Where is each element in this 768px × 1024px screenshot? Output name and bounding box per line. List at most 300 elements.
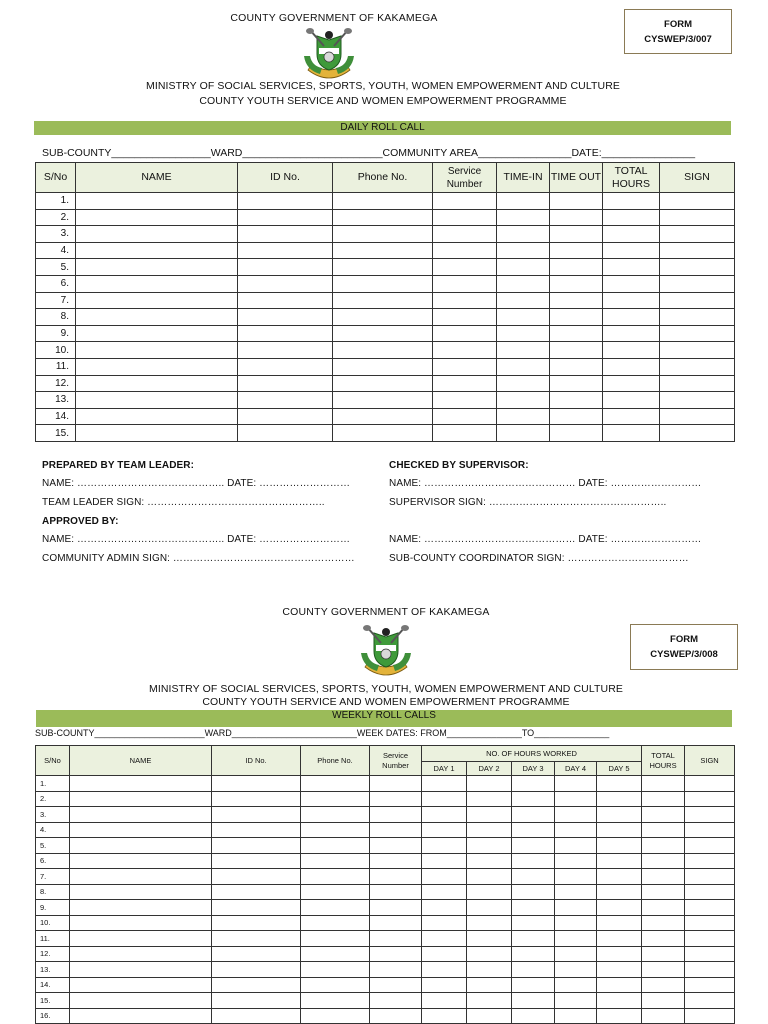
table-cell[interactable] [212, 931, 301, 947]
table-cell[interactable] [433, 325, 497, 342]
table-cell[interactable] [642, 884, 685, 900]
table-cell[interactable] [422, 993, 467, 1009]
table-cell[interactable] [467, 915, 512, 931]
table-cell[interactable] [555, 946, 597, 962]
table-cell[interactable] [467, 946, 512, 962]
table-cell[interactable] [642, 853, 685, 869]
table-cell[interactable] [70, 946, 212, 962]
table-cell[interactable] [212, 884, 301, 900]
table-cell[interactable] [370, 900, 422, 916]
table-cell[interactable] [333, 209, 433, 226]
table-cell[interactable] [76, 242, 238, 259]
table-cell[interactable] [422, 946, 467, 962]
table-cell[interactable] [512, 807, 555, 823]
table-cell[interactable] [238, 193, 333, 210]
table-cell[interactable] [333, 275, 433, 292]
supervisor-name-date-field[interactable]: NAME: ……………………………………… DATE: ……………………… [389, 478, 702, 489]
table-cell[interactable] [370, 838, 422, 854]
table-cell[interactable] [497, 242, 550, 259]
table-cell[interactable] [642, 776, 685, 792]
table-cell[interactable] [467, 962, 512, 978]
table-cell[interactable] [433, 408, 497, 425]
table-cell[interactable] [555, 1008, 597, 1024]
table-cell[interactable] [422, 838, 467, 854]
table-cell[interactable] [497, 375, 550, 392]
table-cell[interactable] [685, 822, 735, 838]
table-cell[interactable] [467, 853, 512, 869]
table-cell[interactable] [422, 791, 467, 807]
table-cell[interactable] [70, 993, 212, 1009]
table-cell[interactable] [238, 209, 333, 226]
table-cell[interactable] [333, 309, 433, 326]
table-cell[interactable] [597, 993, 642, 1009]
table-cell[interactable] [603, 342, 660, 359]
table-cell[interactable] [76, 275, 238, 292]
table-cell[interactable] [497, 209, 550, 226]
table-cell[interactable] [238, 309, 333, 326]
table-cell[interactable] [512, 838, 555, 854]
table-cell[interactable] [597, 776, 642, 792]
table-cell[interactable] [642, 869, 685, 885]
table-cell[interactable] [467, 977, 512, 993]
sub-county-field-2[interactable]: SUB-COUNTY______________________ [35, 728, 205, 738]
table-cell[interactable] [212, 869, 301, 885]
table-cell[interactable] [467, 993, 512, 1009]
table-cell[interactable] [333, 242, 433, 259]
team-leader-sign-field[interactable]: TEAM LEADER SIGN: …………………………………………….. [42, 497, 325, 508]
table-cell[interactable] [301, 915, 370, 931]
table-cell[interactable] [642, 822, 685, 838]
table-cell[interactable] [603, 375, 660, 392]
community-area-field[interactable]: COMMUNITY AREA________________ [382, 147, 572, 159]
table-cell[interactable] [550, 392, 603, 409]
table-cell[interactable] [422, 900, 467, 916]
table-cell[interactable] [660, 193, 735, 210]
table-cell[interactable] [422, 931, 467, 947]
table-cell[interactable] [497, 226, 550, 243]
table-cell[interactable] [70, 915, 212, 931]
table-cell[interactable] [497, 408, 550, 425]
table-cell[interactable] [301, 853, 370, 869]
sub-county-coordinator-sign-field[interactable]: SUB-COUNTY COORDINATOR SIGN: ……………………………… [389, 553, 689, 564]
table-cell[interactable] [238, 408, 333, 425]
table-cell[interactable] [555, 791, 597, 807]
table-cell[interactable] [212, 962, 301, 978]
table-cell[interactable] [370, 962, 422, 978]
table-cell[interactable] [597, 853, 642, 869]
table-cell[interactable] [467, 776, 512, 792]
table-cell[interactable] [497, 275, 550, 292]
table-cell[interactable] [467, 838, 512, 854]
table-cell[interactable] [597, 1008, 642, 1024]
table-cell[interactable] [238, 425, 333, 442]
table-cell[interactable] [597, 822, 642, 838]
table-cell[interactable] [238, 275, 333, 292]
table-cell[interactable] [642, 993, 685, 1009]
table-cell[interactable] [370, 993, 422, 1009]
table-cell[interactable] [433, 193, 497, 210]
table-cell[interactable] [642, 838, 685, 854]
table-cell[interactable] [512, 977, 555, 993]
ward-field[interactable]: WARD________________________ [210, 147, 383, 159]
table-cell[interactable] [550, 193, 603, 210]
table-cell[interactable] [422, 776, 467, 792]
table-cell[interactable] [76, 226, 238, 243]
table-cell[interactable] [212, 776, 301, 792]
table-cell[interactable] [550, 259, 603, 276]
table-cell[interactable] [555, 838, 597, 854]
table-cell[interactable] [597, 791, 642, 807]
table-cell[interactable] [660, 275, 735, 292]
table-cell[interactable] [467, 884, 512, 900]
table-cell[interactable] [555, 915, 597, 931]
table-cell[interactable] [603, 325, 660, 342]
table-cell[interactable] [550, 209, 603, 226]
table-cell[interactable] [433, 242, 497, 259]
table-cell[interactable] [660, 325, 735, 342]
table-cell[interactable] [212, 853, 301, 869]
table-cell[interactable] [433, 275, 497, 292]
table-cell[interactable] [642, 931, 685, 947]
table-cell[interactable] [497, 193, 550, 210]
table-cell[interactable] [212, 822, 301, 838]
table-cell[interactable] [555, 962, 597, 978]
table-cell[interactable] [660, 392, 735, 409]
table-cell[interactable] [497, 292, 550, 309]
table-cell[interactable] [76, 358, 238, 375]
table-cell[interactable] [333, 408, 433, 425]
table-cell[interactable] [642, 946, 685, 962]
table-cell[interactable] [301, 869, 370, 885]
table-cell[interactable] [550, 342, 603, 359]
table-cell[interactable] [512, 900, 555, 916]
table-cell[interactable] [550, 408, 603, 425]
table-cell[interactable] [685, 993, 735, 1009]
table-cell[interactable] [301, 822, 370, 838]
table-cell[interactable] [660, 358, 735, 375]
table-cell[interactable] [212, 915, 301, 931]
table-cell[interactable] [685, 977, 735, 993]
table-cell[interactable] [467, 791, 512, 807]
table-cell[interactable] [497, 325, 550, 342]
table-cell[interactable] [685, 776, 735, 792]
table-cell[interactable] [76, 259, 238, 276]
table-cell[interactable] [212, 977, 301, 993]
table-cell[interactable] [422, 807, 467, 823]
table-cell[interactable] [433, 292, 497, 309]
table-cell[interactable] [301, 791, 370, 807]
table-cell[interactable] [597, 838, 642, 854]
table-cell[interactable] [333, 226, 433, 243]
table-cell[interactable] [597, 807, 642, 823]
table-cell[interactable] [467, 869, 512, 885]
table-cell[interactable] [70, 853, 212, 869]
table-cell[interactable] [76, 325, 238, 342]
table-cell[interactable] [550, 358, 603, 375]
table-cell[interactable] [550, 226, 603, 243]
table-cell[interactable] [642, 977, 685, 993]
table-cell[interactable] [422, 884, 467, 900]
table-cell[interactable] [70, 869, 212, 885]
table-cell[interactable] [433, 259, 497, 276]
week-dates-field[interactable]: WEEK DATES: FROM_______________TO_______________ [356, 728, 610, 738]
table-cell[interactable] [660, 309, 735, 326]
table-cell[interactable] [370, 915, 422, 931]
table-cell[interactable] [370, 884, 422, 900]
table-cell[interactable] [555, 993, 597, 1009]
approved-name-date-field[interactable]: NAME: …………………………………….. DATE: ……………………… [42, 534, 351, 545]
table-cell[interactable] [660, 226, 735, 243]
table-cell[interactable] [512, 776, 555, 792]
table-cell[interactable] [512, 822, 555, 838]
table-cell[interactable] [238, 342, 333, 359]
table-cell[interactable] [70, 791, 212, 807]
table-cell[interactable] [497, 358, 550, 375]
date-field[interactable]: DATE:________________ [571, 147, 696, 159]
table-cell[interactable] [212, 1008, 301, 1024]
table-cell[interactable] [70, 900, 212, 916]
table-cell[interactable] [597, 962, 642, 978]
table-cell[interactable] [642, 900, 685, 916]
table-cell[interactable] [238, 375, 333, 392]
table-cell[interactable] [597, 900, 642, 916]
table-cell[interactable] [370, 977, 422, 993]
table-cell[interactable] [422, 853, 467, 869]
table-cell[interactable] [422, 869, 467, 885]
table-cell[interactable] [70, 962, 212, 978]
table-cell[interactable] [660, 425, 735, 442]
table-cell[interactable] [603, 259, 660, 276]
table-cell[interactable] [685, 1008, 735, 1024]
table-cell[interactable] [212, 838, 301, 854]
table-cell[interactable] [70, 931, 212, 947]
table-cell[interactable] [422, 822, 467, 838]
table-cell[interactable] [603, 193, 660, 210]
table-cell[interactable] [660, 292, 735, 309]
table-cell[interactable] [550, 309, 603, 326]
table-cell[interactable] [685, 884, 735, 900]
table-cell[interactable] [512, 1008, 555, 1024]
table-cell[interactable] [497, 425, 550, 442]
table-cell[interactable] [642, 1008, 685, 1024]
table-cell[interactable] [512, 869, 555, 885]
table-cell[interactable] [555, 822, 597, 838]
table-cell[interactable] [550, 292, 603, 309]
table-cell[interactable] [555, 900, 597, 916]
table-cell[interactable] [238, 392, 333, 409]
table-cell[interactable] [76, 425, 238, 442]
table-cell[interactable] [76, 292, 238, 309]
table-cell[interactable] [301, 807, 370, 823]
table-cell[interactable] [642, 807, 685, 823]
table-cell[interactable] [333, 375, 433, 392]
table-cell[interactable] [603, 309, 660, 326]
table-cell[interactable] [467, 822, 512, 838]
table-cell[interactable] [660, 242, 735, 259]
table-cell[interactable] [642, 791, 685, 807]
table-cell[interactable] [603, 209, 660, 226]
table-cell[interactable] [70, 776, 212, 792]
table-cell[interactable] [660, 342, 735, 359]
table-cell[interactable] [685, 791, 735, 807]
table-cell[interactable] [685, 931, 735, 947]
table-cell[interactable] [301, 946, 370, 962]
table-cell[interactable] [555, 931, 597, 947]
table-cell[interactable] [555, 869, 597, 885]
table-cell[interactable] [497, 309, 550, 326]
table-cell[interactable] [238, 242, 333, 259]
table-cell[interactable] [467, 900, 512, 916]
sub-county-field[interactable]: SUB-COUNTY_________________ [42, 147, 211, 159]
table-cell[interactable] [301, 977, 370, 993]
table-cell[interactable] [238, 358, 333, 375]
table-cell[interactable] [497, 392, 550, 409]
table-cell[interactable] [333, 259, 433, 276]
table-cell[interactable] [555, 807, 597, 823]
table-cell[interactable] [597, 869, 642, 885]
table-cell[interactable] [642, 915, 685, 931]
table-cell[interactable] [433, 309, 497, 326]
table-cell[interactable] [512, 915, 555, 931]
table-cell[interactable] [301, 900, 370, 916]
table-cell[interactable] [422, 1008, 467, 1024]
table-cell[interactable] [597, 915, 642, 931]
coordinator-name-date-field[interactable]: NAME: ……………………………………… DATE: ……………………… [389, 534, 702, 545]
table-cell[interactable] [370, 1008, 422, 1024]
table-cell[interactable] [70, 807, 212, 823]
table-cell[interactable] [550, 242, 603, 259]
table-cell[interactable] [433, 209, 497, 226]
table-cell[interactable] [301, 1008, 370, 1024]
prepared-name-date-field[interactable]: NAME: …………………………………….. DATE: ……………………… [42, 478, 351, 489]
table-cell[interactable] [550, 275, 603, 292]
table-cell[interactable] [76, 193, 238, 210]
table-cell[interactable] [433, 358, 497, 375]
table-cell[interactable] [597, 931, 642, 947]
table-cell[interactable] [333, 342, 433, 359]
table-cell[interactable] [333, 193, 433, 210]
table-cell[interactable] [512, 931, 555, 947]
table-cell[interactable] [603, 392, 660, 409]
table-cell[interactable] [603, 226, 660, 243]
table-cell[interactable] [512, 962, 555, 978]
table-cell[interactable] [76, 392, 238, 409]
table-cell[interactable] [685, 807, 735, 823]
table-cell[interactable] [433, 425, 497, 442]
table-cell[interactable] [422, 977, 467, 993]
table-cell[interactable] [301, 931, 370, 947]
table-cell[interactable] [467, 931, 512, 947]
table-cell[interactable] [70, 1008, 212, 1024]
table-cell[interactable] [333, 425, 433, 442]
table-cell[interactable] [70, 822, 212, 838]
table-cell[interactable] [603, 425, 660, 442]
table-cell[interactable] [238, 292, 333, 309]
table-cell[interactable] [685, 853, 735, 869]
table-cell[interactable] [76, 309, 238, 326]
table-cell[interactable] [212, 993, 301, 1009]
table-cell[interactable] [550, 325, 603, 342]
ward-field-2[interactable]: WARD_________________________ [204, 728, 357, 738]
table-cell[interactable] [467, 1008, 512, 1024]
table-cell[interactable] [597, 884, 642, 900]
table-cell[interactable] [370, 822, 422, 838]
table-cell[interactable] [433, 342, 497, 359]
table-cell[interactable] [512, 993, 555, 1009]
table-cell[interactable] [333, 392, 433, 409]
table-cell[interactable] [512, 946, 555, 962]
table-cell[interactable] [660, 209, 735, 226]
table-cell[interactable] [685, 869, 735, 885]
table-cell[interactable] [370, 931, 422, 947]
table-cell[interactable] [370, 869, 422, 885]
table-cell[interactable] [685, 946, 735, 962]
table-cell[interactable] [238, 325, 333, 342]
table-cell[interactable] [301, 993, 370, 1009]
table-cell[interactable] [301, 776, 370, 792]
community-admin-sign-field[interactable]: COMMUNITY ADMIN SIGN: ……………………………………………… [42, 553, 355, 564]
table-cell[interactable] [603, 292, 660, 309]
table-cell[interactable] [597, 977, 642, 993]
table-cell[interactable] [212, 900, 301, 916]
table-cell[interactable] [301, 962, 370, 978]
table-cell[interactable] [597, 946, 642, 962]
table-cell[interactable] [550, 375, 603, 392]
table-cell[interactable] [333, 325, 433, 342]
table-cell[interactable] [76, 342, 238, 359]
table-cell[interactable] [76, 375, 238, 392]
table-cell[interactable] [555, 853, 597, 869]
table-cell[interactable] [512, 884, 555, 900]
table-cell[interactable] [685, 915, 735, 931]
table-cell[interactable] [685, 962, 735, 978]
table-cell[interactable] [603, 408, 660, 425]
table-cell[interactable] [333, 358, 433, 375]
table-cell[interactable] [550, 425, 603, 442]
table-cell[interactable] [212, 946, 301, 962]
table-cell[interactable] [70, 838, 212, 854]
table-cell[interactable] [422, 962, 467, 978]
table-cell[interactable] [370, 791, 422, 807]
table-cell[interactable] [212, 807, 301, 823]
table-cell[interactable] [76, 209, 238, 226]
table-cell[interactable] [70, 977, 212, 993]
table-cell[interactable] [660, 408, 735, 425]
table-cell[interactable] [370, 807, 422, 823]
table-cell[interactable] [433, 392, 497, 409]
supervisor-sign-field[interactable]: SUPERVISOR SIGN: …………………………………………….. [389, 497, 667, 508]
table-cell[interactable] [76, 408, 238, 425]
table-cell[interactable] [685, 838, 735, 854]
table-cell[interactable] [70, 884, 212, 900]
table-cell[interactable] [603, 242, 660, 259]
table-cell[interactable] [512, 791, 555, 807]
table-cell[interactable] [212, 791, 301, 807]
table-cell[interactable] [497, 259, 550, 276]
table-cell[interactable] [467, 807, 512, 823]
table-cell[interactable] [660, 375, 735, 392]
table-cell[interactable] [555, 977, 597, 993]
table-cell[interactable] [555, 776, 597, 792]
table-cell[interactable] [422, 915, 467, 931]
table-cell[interactable] [370, 776, 422, 792]
table-cell[interactable] [555, 884, 597, 900]
table-cell[interactable] [603, 275, 660, 292]
table-cell[interactable] [433, 226, 497, 243]
table-cell[interactable] [512, 853, 555, 869]
table-cell[interactable] [238, 226, 333, 243]
table-cell[interactable] [642, 962, 685, 978]
